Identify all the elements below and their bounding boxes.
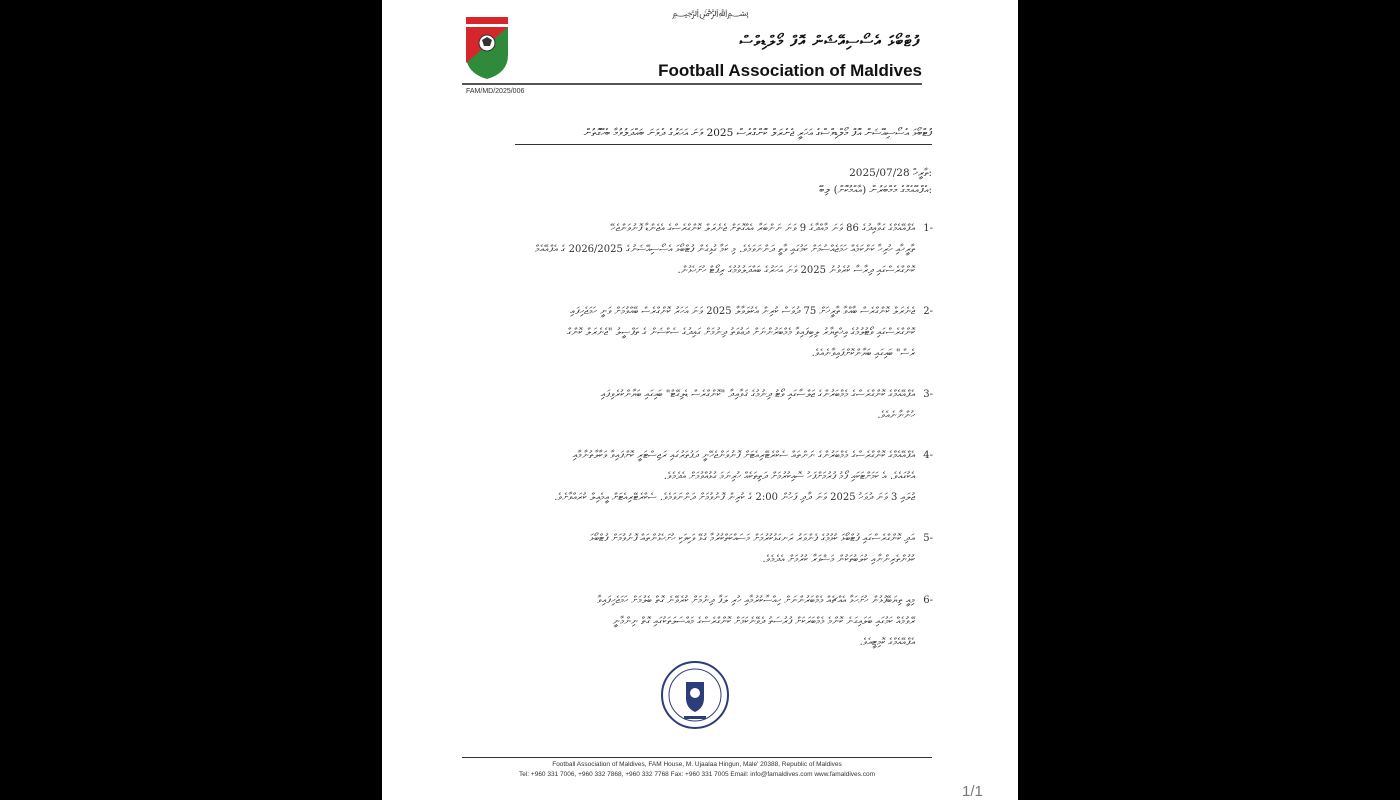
paragraph-line: އެކުގައެވެ. އެ ކަމަށްޓަކައި ފޯމު ފުރުމަށްފަހު ސޮއިކުރުމަށް ދަތިތަކެއް ހުރިނަމަ ގުޅުއްވުމަށް އެދެމެވެ. (663, 471, 915, 482)
paragraph-number: 5- (923, 533, 933, 544)
official-seal-stamp (660, 660, 730, 730)
recipient-value: އެފްއޭއެމްގެ މެމްބަރުން (އާއްމުކޮށް) (833, 184, 929, 196)
paragraph-number: 2- (923, 306, 933, 317)
recipient-line (700, 184, 932, 197)
paragraph-3 (463, 384, 933, 426)
paragraph-number: 6- (923, 595, 933, 606)
paragraph-line: އެފްއޭއެމްގެ ކޮމިޓީއެވެ. (859, 637, 915, 648)
date-value: 2025/07/28 (849, 167, 910, 179)
paragraph-line: އެފްއޭއެމްގެ ގަވާއިދުގެ 86 ވަނަ މާއްދާގެ 9 ވަނަ ނަންބަރާ އެއްގޮތަށް ޖެނެރަލް ކޮންގްރެސްގެ އެޖެންޑާ ފޮނުވަންޖެހޭ (610, 223, 915, 234)
footer-address: Football Association of Maldives, FAM House, M. Ujaalaa Hingun, Male' 20388, Republic of Maldives (552, 761, 842, 768)
paragraph-line: ކޮންގްރެސްގައި ވޯޓުލުމުގެ އިޚްތިޔާރު ލިބިފައިވާ މެމްބަރުންނަށް ދަޢުވަތު ދިނުމަށް ގައިދުގެ ސެކްޝަން ގެ ތަފްސީލު "ޖެނެރަލް ކޮންގް (567, 327, 915, 338)
paragraph-1 (463, 218, 933, 281)
paragraph-line: ތާރީޚާއި ހުރިހާ ކަންކަމެއް ހަމަޖެއްސުމަށް ކަމުގައި ވާތީ ދަންނަވަމެވެ. މި ކަމާ ގުޅިގެން ފުޓްބޯޅަ އެސޯސިއޭޝަނުގެ 2026/2025 ގެ އެފްއޭއެމް (535, 244, 915, 255)
paragraph-line: ރެސް" ބައިގައި ބަޔާންކޮށްފައިވާނެއެވެ. (811, 348, 915, 359)
organization-name-dhivehi: ފުޓްބޯޅަ އެސޯސިއޭޝަން އޮފް މޯލްޑިވްސް (739, 32, 920, 50)
paragraph-number: 3- (923, 389, 933, 400)
paragraph-4 (463, 445, 933, 508)
paragraph-line: ޖެނެރަލް ކޮންގްރެސް ބާއްވާ ތާރީޚަށް 75 ދުވަސް ކުރިން އެކުލަވާލާ 2025 ވަނަ އަހަރު ކޮންގްރެސް ބޭއްވުމަށް ވަނީ ހަމަޖެހިފައި (570, 306, 915, 317)
paragraph-number: 1- (923, 223, 933, 234)
organization-name-english: Football Association of Maldives (658, 61, 922, 80)
paragraph-line: ކުޅުންތެރިންނާއި ކުލަބުތަކުން މަޝްވަރާ ކުރުމަށް އެދެމެވެ. (762, 554, 915, 565)
footer-contact: Tel: +960 331 7006, +960 332 7868, +960 332 7768 Fax: +960 331 7005 Email: info@famaldives.com www.famaldives.com (518, 771, 876, 778)
recipient-label: ލިބޭ: (819, 184, 932, 196)
bismillah-calligraphy: ﷽ (672, 8, 749, 19)
paragraph-line: އަދި ކޮންގްރެސްގައި ފުޓްބޯޅަ ކުޅުމުގެ ފެންވަރު ރަނގަޅުކުރުމަށް މަސައްކަތްކުރުމާ ގުޅޭ ވަކިވަކި ހުށަހެޅުންތައް ފޮނުވުމަށް ފުޓްބޯޅަ (589, 533, 915, 544)
paragraph-5 (463, 528, 933, 570)
paragraph-line: ރޭވުމެއް ކަމުގައި ބަލައިގަނެ ކޮންމެ މެމްބަރަކަށް ފުރުސަތު ދެވޭނެކަމަށް ކޮންގްރެސްގެ މައްސަލަތަކުގައި ގޮތް ނިންމާނީ (612, 616, 915, 627)
paragraph-2 (463, 301, 933, 364)
paragraph-line: އެފްއޭއެމްގެ ކޮންގްރެސްގެ މެމްބަރުންގެ ޖަލްސާގައި ވޯޓު ދިނުމުގެ ޤަވާއިދާ "ކޮންގްރެސް ޑެލިގޭޓް" ބައިގައި ބަޔާންކުރެވިފައި (600, 389, 915, 400)
paragraph-line: ކޮންގްރެސްގައި ދިރާސާ ކުރެވުނު 2025 ވަނަ އަހަރުގެ ބައްދަލުވުމުގެ ރިޕޯޓް ހުށަހެޅުން. (677, 265, 915, 276)
footer-rule (462, 757, 932, 758)
paragraph-line: ޖުލައި 3 ވަނަ ދުވަހު 2025 ވަނަ ދާދި ފަހުން 2:00 ގެ ކުރިން ފޮނުވުމަށް ދަންނަވަމެވެ. ސެކްރެޓޭރިއެޓަށް އީމެއިލް ކުރައްވާށެވެ. (554, 492, 915, 503)
reference-number: FAM/MD/2025/006 (466, 88, 525, 95)
date-line (700, 167, 932, 180)
page-indicator: 1/1 (962, 783, 983, 800)
fam-logo (462, 15, 512, 81)
date-label: ތާރީޚް: (912, 167, 932, 179)
header-rule (462, 83, 922, 85)
document-title: ފުޓްބޯޅަ އެސޯސިއޭޝަން އޮފް މޯލްޑިވްސްގެ އަހަރީ ޖެނެރަލް ކޮންގްރެސް 2025 ވަނަ އަހަރުގެ ދެވަނަ ބައްދަލުވުމާ ބެހޭގޮތުން (515, 127, 932, 145)
paragraph-line: އެފްއޭއެމްގެ ކޮންގްރެސްގެ މެމްބަރުންގެ ނަންތައް ސެކްރެޓޭރިއެޓަށް ފޮނުވަންޖެހޭނީ ދަފުތަރުގައި ރަޖިސްޓަރީ ކޮށްފައިވާ ވަކާލާތުނާމާއި (572, 450, 915, 461)
paragraph-6 (463, 590, 933, 653)
paragraph-line: މިއީ ތިޔަބޭފުޅުން ހުށަހަޅާ އެއްޗެއް މެމްބަރުންނަށް ހިއްސާކުރުމާއި ހުރި ލަފާ ދިނުމަށް ކުރެވޭނެ ގޮތް ބެލުމަށް ހަމަޖެހިފައިވާ (597, 595, 915, 606)
paragraph-line: ހުންނާނެއެވެ. (877, 410, 915, 421)
paragraph-number: 4- (923, 450, 933, 461)
